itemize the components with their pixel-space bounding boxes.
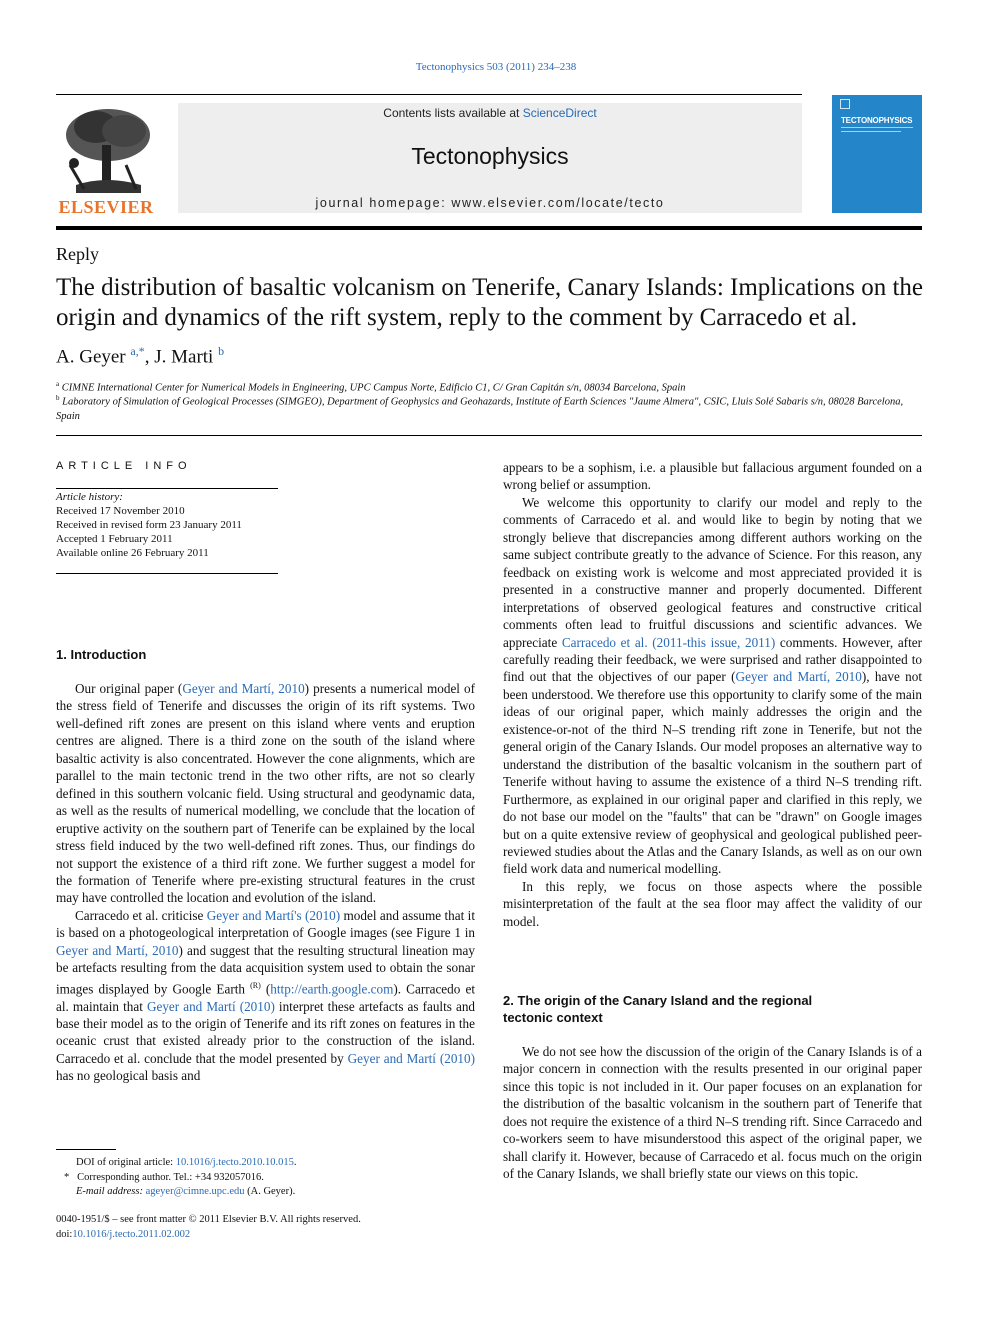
- sciencedirect-link[interactable]: ScienceDirect: [522, 106, 597, 120]
- cover-emblem-icon: [840, 99, 850, 109]
- citation-link[interactable]: Geyer and Martí (2010): [347, 1050, 475, 1066]
- footnotes: [56, 1156, 476, 1200]
- journal-reference[interactable]: Tectonophysics 503 (2011) 234–238: [415, 61, 577, 73]
- paragraph: appears to be a sophism, i.e. a plausible but fallacious argument founded on a wrong belief or assumption.: [503, 460, 922, 493]
- article-info-rule: [56, 488, 278, 489]
- section-heading: 2. The origin of the Canary Island and the regional tectonic context: [503, 993, 813, 1025]
- cover-title: TECTONOPHYSICS: [841, 116, 913, 125]
- article-history: [56, 490, 242, 560]
- section-divider: [56, 435, 922, 436]
- article-info-heading: ARTICLE INFO: [56, 460, 192, 472]
- citation-link[interactable]: Carracedo et al. (2011-this issue, 2011): [561, 634, 776, 650]
- header-top-rule: [56, 94, 802, 95]
- email-link[interactable]: ageyer@cimne.upc.edu: [145, 1186, 245, 1197]
- copyright-notice: 0040-1951/$ – see front matter © 2011 Elsevier B.V. All rights reserved. doi:10.1016/j.tecto.2011.02.002: [56, 1214, 361, 1240]
- footnote-email: E-mail address: ageyer@cimne.upc.edu (A. Geyer).: [76, 1186, 296, 1197]
- cover-decoration: [841, 127, 913, 128]
- right-column-text-section2: [503, 1043, 922, 1183]
- footnote-corresponding: * Corresponding author. Tel.: +34 932057016.: [64, 1171, 264, 1183]
- section-heading: 1. Introduction: [56, 647, 147, 662]
- citation-link[interactable]: Geyer and Martí, 2010: [182, 681, 305, 696]
- history-revised: Received in revised form 23 January 2011: [56, 519, 242, 531]
- history-label: Article history:: [56, 491, 123, 503]
- footnote-rule: [56, 1149, 116, 1150]
- contents-line: [178, 106, 802, 120]
- affiliation-mark: a: [56, 380, 60, 388]
- paragraph: We do not see how the discussion of the origin of the Canary Islands is of a major concern in connection with the results presented in our original paper since this topic is not included in it. Our paper focuses on an explanation for the distribution of the basaltic volcanism in the southern part of Tenerife that does not require the existence of a third N–S trending rift. Since Carracedo and co-workers seem to have misunderstood this aspect of the original paper, we shall clarify it. However, because of Carracedo et al. focus much on the origin of the Canary Islands, we shall briefly state our views on this topic.: [503, 1044, 922, 1182]
- cover-decoration: [841, 131, 901, 132]
- affiliation-b: [56, 391, 922, 425]
- paragraph: We welcome this opportunity to clarify our model and reply to the comments of Carracedo et al. and would like to begin by noting that we strongly believe that discrepancies among different authors working on the same subject contribute greatly to the advance of Science. For this reason, any feedback on existing work is welcome and most appreciated provided it is presented in a constructive manner and properly documented. Different interpretations of observed geological features and constructive critical comments often lead to fruitful discussions and scientific advances. We appreciate Carracedo et al. (2011-this issue, 2011) comments. However, after carefully reading their feedback, we were surprised and rather disappointed to find out that the objectives of our paper (Geyer and Martí, 2010), have not been understood. We therefore use this opportunity to clarify some of the main ideas of our original paper, which mainly addresses the origin and the existence-or-not of the third N–S trending rift zone in Tenerife, but not the general origin of the Canary Islands. Our model proposes an alternative way to understand the distribution of the basaltic volcanism in the southern part of Tenerife without having to assume the existence of a third N–S trending rift. Furthermore, as explained in our original paper and clarified in this reply, we do not base our model on the "faults" that can be "drawn" on Google images but on a quite extensive review of geophysical and geological published peer-reviewed studies about the Atlas and the Canary Islands, as well as on our own field work data and numerical modelling.: [503, 494, 923, 877]
- citation-link[interactable]: Geyer and Martí's (2010): [206, 907, 341, 923]
- author-affiliation-link[interactable]: a,*: [130, 344, 145, 358]
- doi-link[interactable]: 10.1016/j.tecto.2011.02.002: [72, 1228, 191, 1240]
- journal-banner: [178, 103, 802, 213]
- article-info-rule: [56, 573, 278, 574]
- author-name: A. Geyer: [56, 346, 126, 368]
- paragraph: Carracedo et al. criticise Geyer and Martí's (2010) model and assume that it is based on a photogeological interpretation of Google images (see Figure 1 in Geyer and Martí, 2010) and suggest that the resulting structural lineation may be artefacts resulting from the data acquisition system used to obtain the sonar images displayed by Google Earth $^{(R)}$ (http://earth.google.com). Carracedo et al. maintain that Geyer and Martí (2010) interpret these artefacts as faults and base their model as to the origin of Tenerife and its rift zones on features in the oceanic crust that existed already prior to the construction of the island. Carracedo et al. conclude that the model presented by Geyer and Martí (2010) has no geological basis and: [56, 907, 476, 1084]
- affiliation-mark: b: [56, 394, 60, 402]
- right-column-text: [503, 459, 922, 930]
- article-type: Reply: [56, 244, 99, 264]
- left-column-text: [56, 680, 475, 1085]
- citation-link[interactable]: Geyer and Martí (2010): [146, 998, 275, 1014]
- author-name: J. Marti: [154, 346, 214, 368]
- header-bottom-rule: [56, 226, 922, 230]
- affiliation-text: Laboratory of Simulation of Geological Processes (SIMGEO), Department of Geophysics and Geohazards, Institute of Earth Sciences "Jaume Almera", CSIC, Lluis Solé Sabaris s/n, 08028 Barcelona, Spain: [56, 396, 904, 422]
- history-received: Received 17 November 2010: [56, 505, 185, 517]
- paragraph: In this reply, we focus on those aspects where the possible misinterpretation of the fault at the sea floor may affect the validity of our model.: [503, 878, 922, 929]
- author-affiliation-link[interactable]: b: [218, 344, 225, 358]
- journal-homepage[interactable]: journal homepage: www.elsevier.com/locate/tecto: [315, 196, 665, 210]
- doi-link[interactable]: 10.1016/j.tecto.2010.10.015: [175, 1157, 294, 1168]
- journal-title: Tectonophysics: [411, 143, 569, 169]
- citation-link[interactable]: Geyer and Martí, 2010: [735, 669, 862, 685]
- elsevier-wordmark: ELSEVIER: [58, 197, 154, 217]
- contents-prefix: Contents lists available at: [383, 106, 523, 120]
- author-list: A. Geyer $^{a,*}$, J. Marti $^b$: [56, 344, 225, 368]
- article-title: The distribution of basaltic volcanism on Tenerife, Canary Islands: Implications on the origin and dynamics of the rift system, reply to the comment by Carracedo et al.: [56, 274, 924, 331]
- url-link[interactable]: http://earth.google.com: [270, 981, 394, 997]
- history-accepted: Accepted 1 February 2011: [56, 533, 173, 545]
- history-online: Available online 26 February 2011: [56, 547, 209, 559]
- footnote-doi: DOI of original article: 10.1016/j.tecto.2010.10.015.: [76, 1157, 297, 1168]
- citation-link[interactable]: Geyer and Martí, 2010: [56, 942, 179, 958]
- journal-cover-image: [832, 95, 922, 213]
- paragraph: Our original paper (Geyer and Martí, 2010) presents a numerical model of the stress field of Tenerife and discusses the origin of its rift systems. Two well-defined rift zones are present on this island where vents and eruption centres are aligned. There is a third zone on the south of the island where basaltic activity is also concentrated. However the cone alignments, which are parallel to the main tectonic trend in the two other rifts, are not so clearly defined in this southern volcanic field. Using structural and geodynamic data, as well as the results of numerical modelling, we conclude that the location of eruptive activity on the southern part of Tenerife can be explained by the local stress field induced by the two well-defined rift zones. Thus, our findings do not support the existence of a third rift zone. We further suggest a model for the formation of Tenerife where pre-existing structural features in the crust may have controlled the location and evolution of the island.: [56, 681, 475, 906]
- affiliation-text: CIMNE International Center for Numerical Models in Engineering, UPC Campus Norte, Edificio C1, C/ Gran Capitán s/n, 08034 Barcelona, Spain: [61, 382, 686, 394]
